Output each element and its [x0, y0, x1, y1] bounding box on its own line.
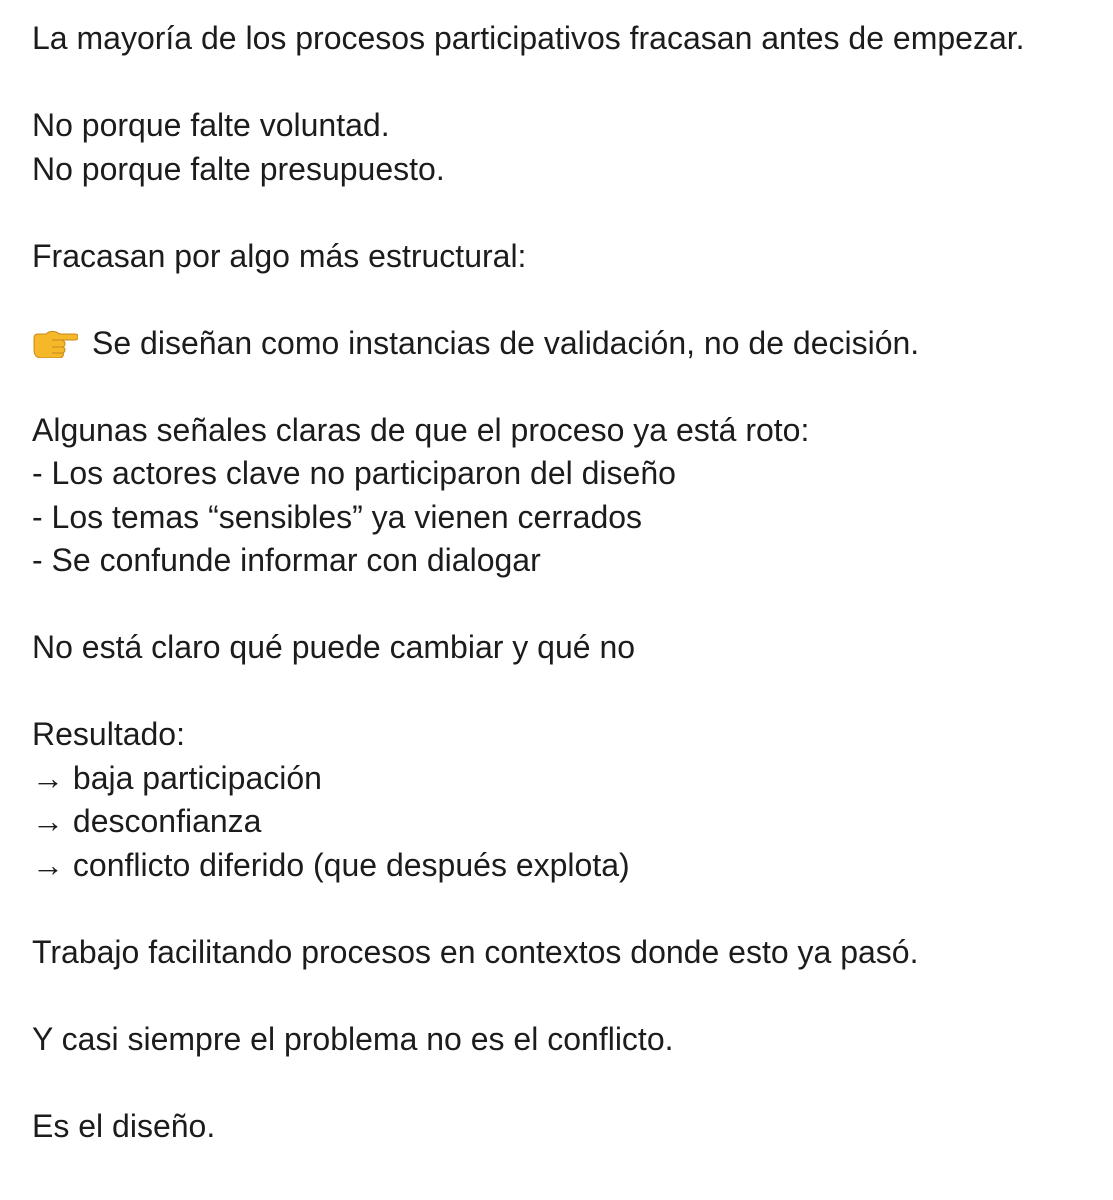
blank-line — [32, 670, 1102, 714]
note-line: Resultado: — [32, 716, 185, 752]
blank-line — [32, 583, 1102, 627]
list-item: → desconfianza — [32, 803, 262, 839]
blank-line — [32, 974, 1102, 1018]
note-line: No está claro qué puede cambiar y qué no — [32, 629, 636, 665]
list-item: → baja participación — [32, 759, 322, 796]
note-line: Y casi siempre el problema no es el conflicto. — [32, 1020, 674, 1057]
note-line: Es el diseño. — [32, 1107, 216, 1144]
note-line-with-emoji — [32, 322, 1102, 366]
blank-line — [32, 365, 1102, 409]
note-line: No porque falte voluntad. — [32, 107, 390, 143]
list-item: - Se confunde informar con dialogar — [32, 542, 541, 578]
note-line: No porque falte presupuesto. — [32, 150, 445, 187]
blank-line — [32, 61, 1102, 105]
blank-line — [32, 278, 1102, 322]
note-line: Trabajo facilitando procesos en contextos donde esto ya pasó. — [32, 933, 919, 970]
note-line: Fracasan por algo más estructural: — [32, 237, 527, 274]
list-item: - Los actores clave no participaron del diseño — [32, 455, 676, 491]
note-line: Algunas señales claras de que el proceso ya está roto: — [32, 411, 810, 448]
blank-line — [32, 1061, 1102, 1105]
backhand-index-pointing-right-icon — [32, 326, 78, 356]
list-item: - Los temas “sensibles” ya vienen cerrados — [32, 498, 643, 535]
note-body — [32, 17, 1102, 1148]
list-item: → conflicto diferido (que después explota) — [32, 846, 630, 883]
note-line-text: Se diseñan como instancias de validación, no de decisión. — [92, 324, 920, 361]
note-line: La mayoría de los procesos participativos fracasan antes de empezar. — [32, 20, 1025, 56]
blank-line — [32, 887, 1102, 931]
blank-line — [32, 191, 1102, 235]
